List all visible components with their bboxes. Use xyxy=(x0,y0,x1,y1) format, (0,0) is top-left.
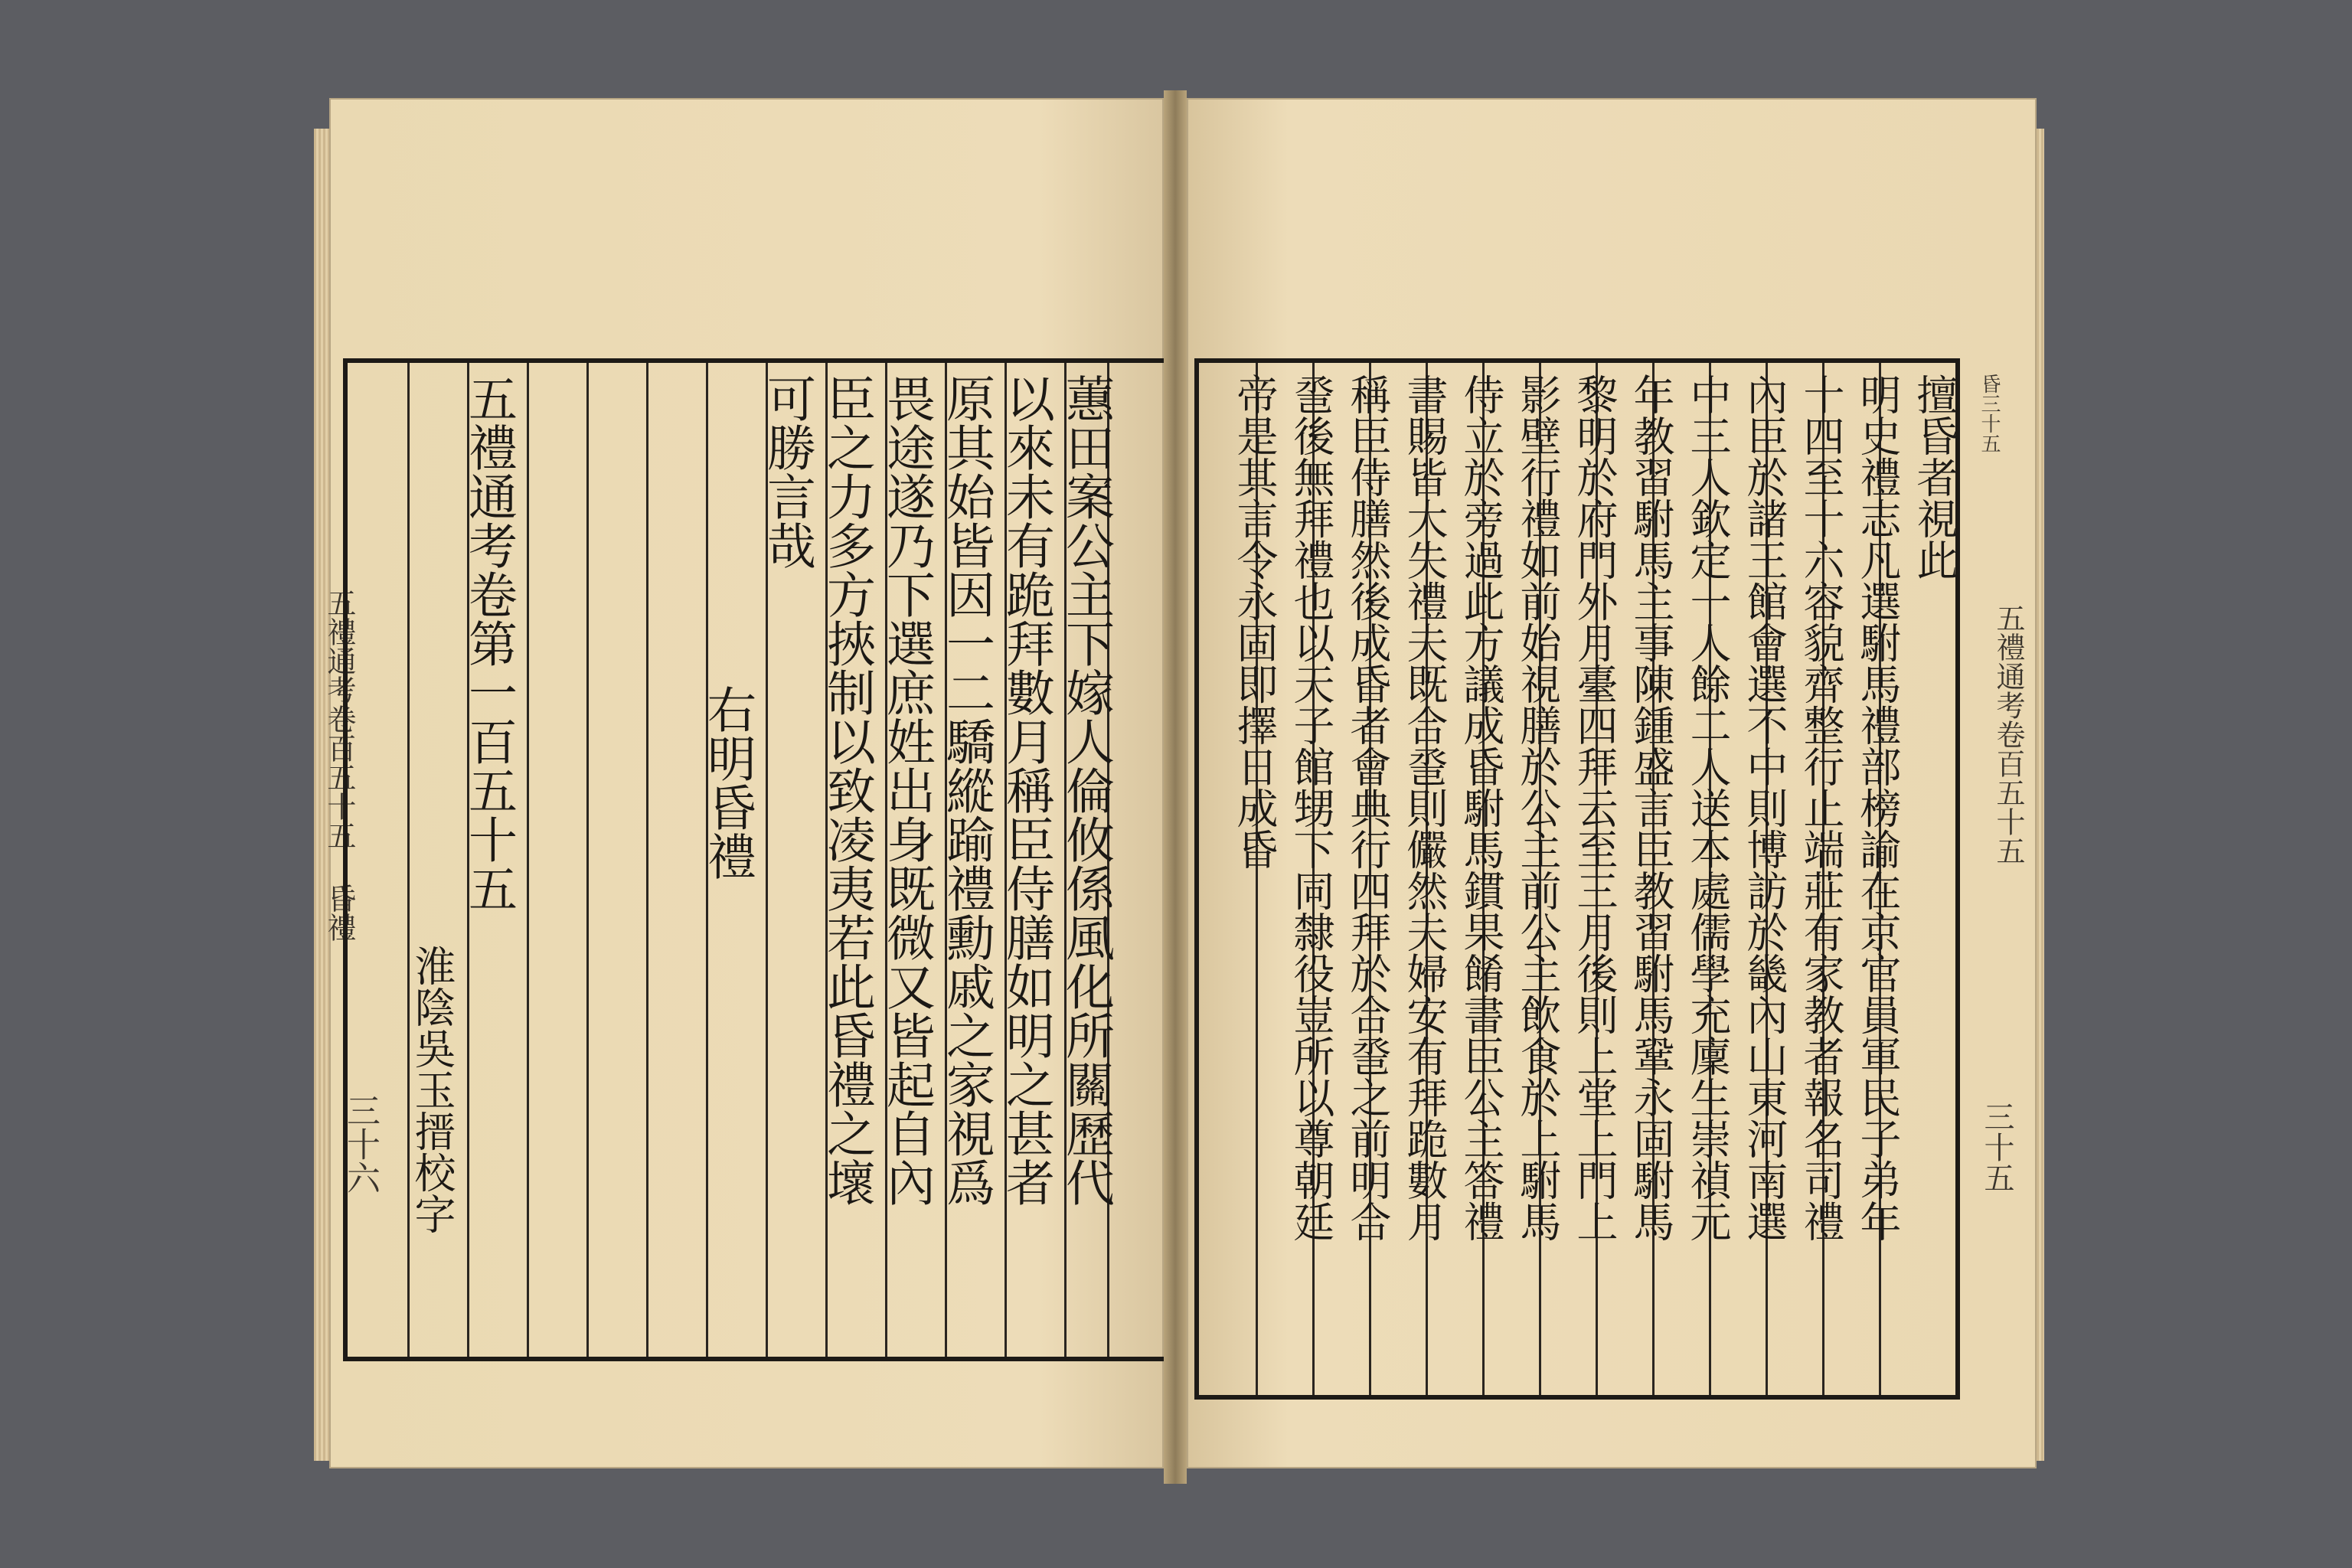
left-column-4: 畏途遂乃下選庶姓出身既微又皆起自內 xyxy=(878,374,935,1207)
left-column-6: 可勝言哉 xyxy=(759,374,815,570)
right-column-3: 十四至十六容貌齊整行止端莊有家教者報名司禮 xyxy=(1797,374,1845,1242)
left-text-frame xyxy=(343,358,1168,1361)
left-column-2: 以來未有跪拜數月稱臣侍膳如明之甚者 xyxy=(998,374,1054,1207)
left-page xyxy=(322,98,1164,1468)
left-column-section-end: 右明昏禮 xyxy=(699,684,756,880)
right-column-12: 巹後無拜禮也以天子館甥下同隸役豈所以尊朝廷 xyxy=(1287,374,1335,1242)
right-column-7: 黎明於府門外月臺四拜云至三月後則上堂上門上 xyxy=(1570,374,1619,1242)
right-column-13: 帝是其言令永固即擇日成昏 xyxy=(1230,374,1279,870)
right-page-number: 三十五 xyxy=(1979,1101,2014,1193)
left-column-1: 蕙田案公主下嫁人倫攸係風化所關歷代 xyxy=(1057,374,1114,1207)
left-column-3: 原其始皆因一二驕縱踰禮勳戚之家視爲 xyxy=(938,374,995,1207)
right-column-2: 明史禮志凡選駙馬禮部榜諭在京官員軍民子弟年 xyxy=(1854,374,1902,1242)
left-volume-end-title: 五禮通考卷第一百五十五 xyxy=(460,374,517,913)
book-gutter xyxy=(1164,90,1187,1484)
right-margin-title: 五禮通考卷百五十五 xyxy=(1991,603,2025,865)
right-column-4: 內臣於諸王館會選不中則博訪於畿內山東河南選 xyxy=(1740,374,1788,1242)
right-text-frame xyxy=(1194,358,1960,1400)
right-column-1: 擅昏者視此 xyxy=(1910,374,1958,580)
right-column-6: 年教習駙馬主事陳鍾盛言臣教習駙馬鞏永固駙馬 xyxy=(1627,374,1675,1242)
left-proofreader: 淮陰吳玉搢校字 xyxy=(408,945,456,1234)
right-column-10: 書賜皆大失禮夫既合巹則儼然夫婦安有拜跪數月 xyxy=(1400,374,1449,1242)
right-column-9: 侍立於旁過此方議成昏駙馬鏆果餚書臣公主答禮 xyxy=(1457,374,1505,1242)
left-page-number: 三十六 xyxy=(341,1093,380,1194)
right-column-11: 稱臣侍膳然後成昏者會典行四拜於合巹之前明合 xyxy=(1344,374,1392,1242)
right-folio: 昏三十五 xyxy=(1978,374,2001,453)
left-margin-title: 五禮通考卷百五十五 昏禮 xyxy=(322,588,356,942)
left-column-5: 臣之力多方挾制以致凌夷若此昏禮之壞 xyxy=(818,374,875,1207)
right-page xyxy=(1187,98,2037,1468)
right-column-8: 影壁行禮如前始視膳於公主前公主飲食於上駙馬 xyxy=(1514,374,1562,1242)
right-column-5: 中三人欽定一人餘二人送本處儒學充廩生崇禎元 xyxy=(1684,374,1732,1242)
open-book xyxy=(314,90,2044,1501)
